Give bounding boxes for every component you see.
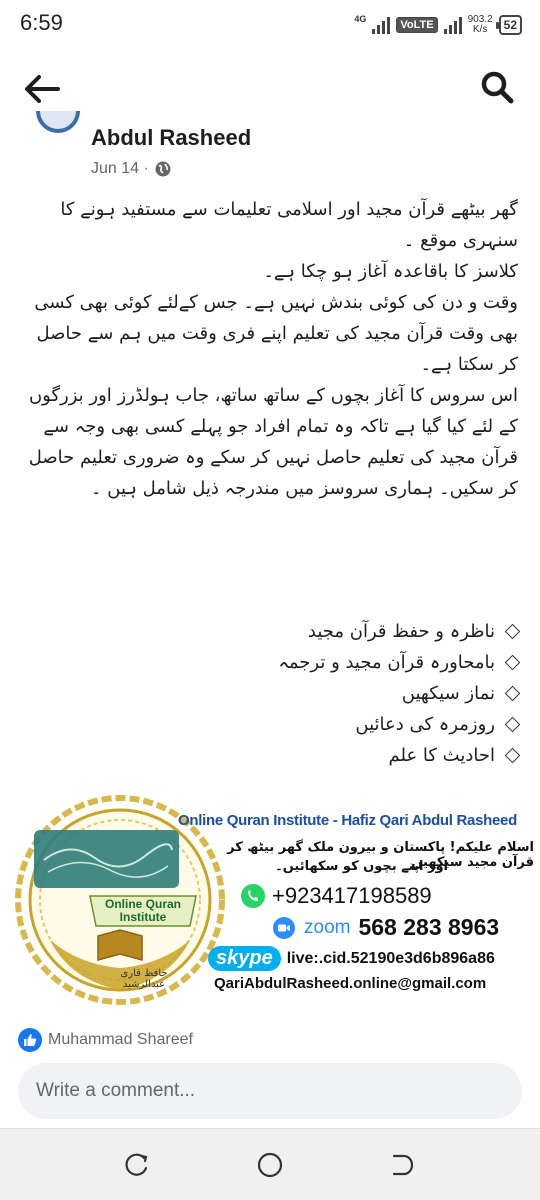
comment-bar	[0, 1058, 540, 1124]
list-item: احادیث کا علم	[22, 740, 518, 771]
recents-button[interactable]	[124, 1151, 152, 1179]
author-avatar[interactable]	[36, 111, 80, 133]
back-button[interactable]	[22, 72, 62, 106]
flyer-logo-text: Online Quran Institute	[104, 897, 181, 924]
like-icon	[18, 1028, 42, 1052]
services-list	[22, 616, 518, 771]
list-item: بامحاورہ قرآن مجید و ترجمہ	[22, 647, 518, 678]
flyer-seal-text: حافظ قاری عبدالرشید	[120, 968, 168, 990]
author-name[interactable]: Abdul Rasheed	[91, 125, 252, 150]
post-body	[22, 194, 518, 504]
flyer-urdu-line: اسلام علیکم! پاکستان و بیرون ملک گھر بیٹھ کر قرآن مجید سیکھیں	[227, 840, 534, 870]
post-paragraph: وقت و دن کی کوئی بندش نہیں ہے۔ جس کےلئے کوئی بھی کسی بھی وقت قرآن مجید کی تعلیم اپنے فری وقت میں ہم سے حاصل کر سکتا ہے۔	[34, 292, 518, 375]
skype-icon: skype	[208, 946, 281, 971]
search-button[interactable]	[480, 70, 516, 106]
list-item: نماز سیکھیں	[22, 678, 518, 709]
diamond-bullet-icon	[505, 655, 521, 671]
flyer-email: QariAbdulRasheed.online@gmail.com	[214, 975, 487, 992]
post-header	[0, 115, 540, 185]
diamond-bullet-icon	[505, 624, 521, 640]
zoom-icon	[272, 916, 296, 940]
post-meta	[91, 160, 171, 178]
reactor-name: Muhammad Shareef	[48, 1031, 193, 1048]
post-paragraph: کلاسز کا باقاعدہ آغاز ہو چکا ہے۔	[263, 261, 518, 282]
whatsapp-icon	[240, 883, 266, 909]
back-nav-icon	[388, 1151, 416, 1179]
search-icon	[480, 70, 516, 106]
flyer-skype: skype live:.cid.52190e3d6b896a86	[208, 946, 495, 971]
home-circle-icon	[256, 1151, 284, 1179]
diamond-bullet-icon	[505, 686, 521, 702]
reactions-summary[interactable]	[18, 1028, 193, 1052]
home-button[interactable]	[256, 1151, 284, 1179]
post-image[interactable]	[0, 790, 540, 1018]
network-speed: 903.2 K/s	[467, 14, 493, 35]
flyer-title: Online Quran Institute - Hafiz Qari Abdul Rasheed	[178, 812, 517, 829]
back-nav-button[interactable]	[388, 1151, 416, 1179]
post-paragraph: گھر بیٹھے قرآن مجید اور اسلامی تعلیمات سے مستفید ہونے کا سنہری موقع ۔	[60, 199, 518, 251]
signal-icon	[372, 16, 390, 34]
system-nav-bar	[0, 1128, 540, 1200]
flyer-zoom: zoom 568 283 8963	[272, 914, 499, 941]
globe-icon	[155, 161, 171, 177]
post-date[interactable]: Jun 14 ·	[91, 160, 149, 177]
status-time: 6:59	[20, 10, 63, 35]
flyer-phone: +923417198589	[240, 883, 432, 909]
network-type: 4G	[354, 14, 367, 24]
app-bar	[0, 50, 540, 120]
recents-icon	[124, 1151, 152, 1179]
arrow-left-icon	[22, 72, 62, 106]
comment-input[interactable]	[18, 1063, 522, 1119]
status-bar	[0, 0, 540, 50]
volte-badge: VoLTE	[396, 17, 437, 33]
thumbs-up-icon	[23, 1033, 37, 1047]
diamond-bullet-icon	[505, 717, 521, 733]
status-icons	[354, 10, 522, 40]
flyer-urdu-line: اور اپنے بچوں کو سکھائیں۔	[275, 859, 448, 874]
post-paragraph: اس سروس کا آغاز بچوں کے ساتھ ساتھ، جاب ہولڈرز اور بزرگوں کے لئے کیا گیا ہے تاکہ وہ تمام افراد جو پہلے کسی بھی وجہ سے قرآن مجید کی تعلیم حاصل نہیں کر سکے وہ ضروری تعلیم حاصل کر سکیں۔ ہماری سروسز میں مندرجہ ذیل شامل ہیں ۔	[28, 385, 518, 499]
list-item: روزمرہ کی دعائیں	[22, 709, 518, 740]
battery-icon: 52	[499, 15, 522, 35]
signal-icon-2	[444, 16, 462, 34]
diamond-bullet-icon	[505, 748, 521, 764]
list-item: ناظرہ و حفظ قرآن مجید	[22, 616, 518, 647]
